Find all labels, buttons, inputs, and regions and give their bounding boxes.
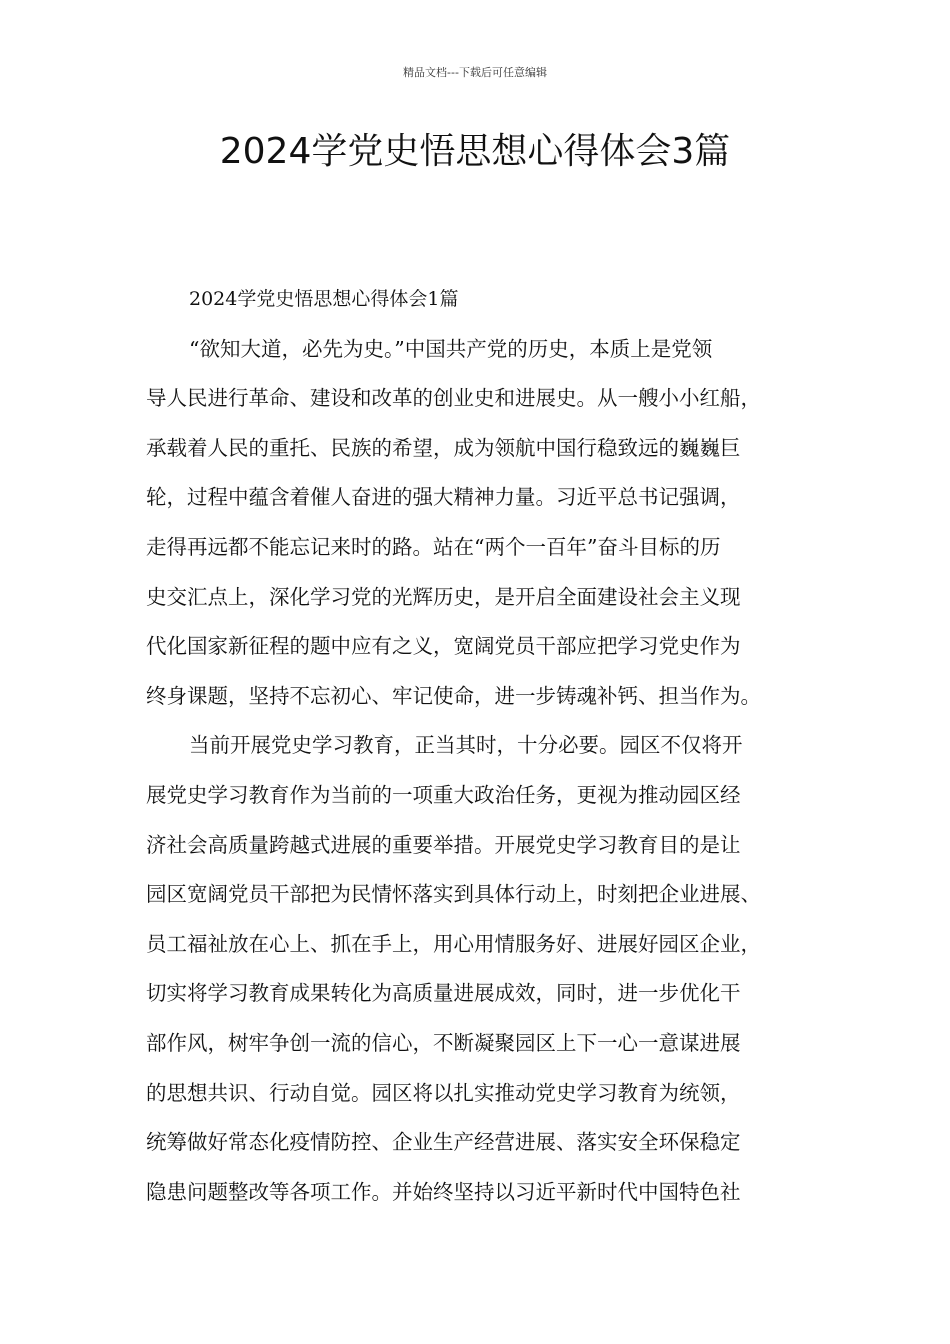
body-line: 终身课题，坚持不忘初心、牢记使命，进一步铸魂补钙、担当作为。 xyxy=(146,683,761,708)
body-line: 展党史学习教育作为当前的一项重大政治任务，更视为推动园区经 xyxy=(146,782,741,807)
body-line: 员工福祉放在心上、抓在手上，用心用情服务好、进展好园区企业， xyxy=(146,931,761,956)
section-heading: 2024学党史悟思想心得体会1篇 xyxy=(189,288,459,310)
body-line: 轮，过程中蕴含着催人奋进的强大精神力量。习近平总书记强调， xyxy=(146,485,741,510)
body-line: 导人民进行革命、建设和改革的创业史和进展史。从一艘小小红船， xyxy=(146,386,761,411)
page-header-note: 精品文档---下载后可任意编辑 xyxy=(403,66,547,79)
body-line: 切实将学习教育成果转化为高质量进展成效，同时，进一步优化干 xyxy=(146,981,741,1006)
body-line: 统筹做好常态化疫情防控、企业生产经营进展、落实安全环保稳定 xyxy=(146,1130,741,1155)
body-line: 济社会高质量跨越式进展的重要举措。开展党史学习教育目的是让 xyxy=(146,832,741,857)
body-line: 承载着人民的重托、民族的希望，成为领航中国行稳致远的巍巍巨 xyxy=(146,435,741,460)
body-line: 隐患问题整改等各项工作。并始终坚持以习近平新时代中国特色社 xyxy=(146,1179,741,1204)
body-line: 的思想共识、行动自觉。园区将以扎实推动党史学习教育为统领， xyxy=(146,1080,741,1105)
body-line: 园区宽阔党员干部把为民情怀落实到具体行动上，时刻把企业进展、 xyxy=(146,882,761,907)
body-line: 代化国家新征程的题中应有之义，宽阔党员干部应把学习党史作为 xyxy=(146,634,741,659)
document-title: 2024学党史悟思想心得体会3篇 xyxy=(219,131,731,172)
body-line: 走得再远都不能忘记来时的路。站在“两个一百年”奋斗目标的历 xyxy=(146,534,721,559)
body-line: “欲知大道，必先为史。”中国共产党的历史，本质上是党领 xyxy=(189,336,713,361)
document-body xyxy=(146,275,826,1217)
body-line: 部作风，树牢争创一流的信心，不断凝聚园区上下一心一意谋进展 xyxy=(146,1030,741,1055)
body-line: 当前开展党史学习教育，正当其时，十分必要。园区不仅将开 xyxy=(189,733,743,758)
body-line: 史交汇点上，深化学习党的光辉历史，是开启全面建设社会主义现 xyxy=(146,584,741,609)
